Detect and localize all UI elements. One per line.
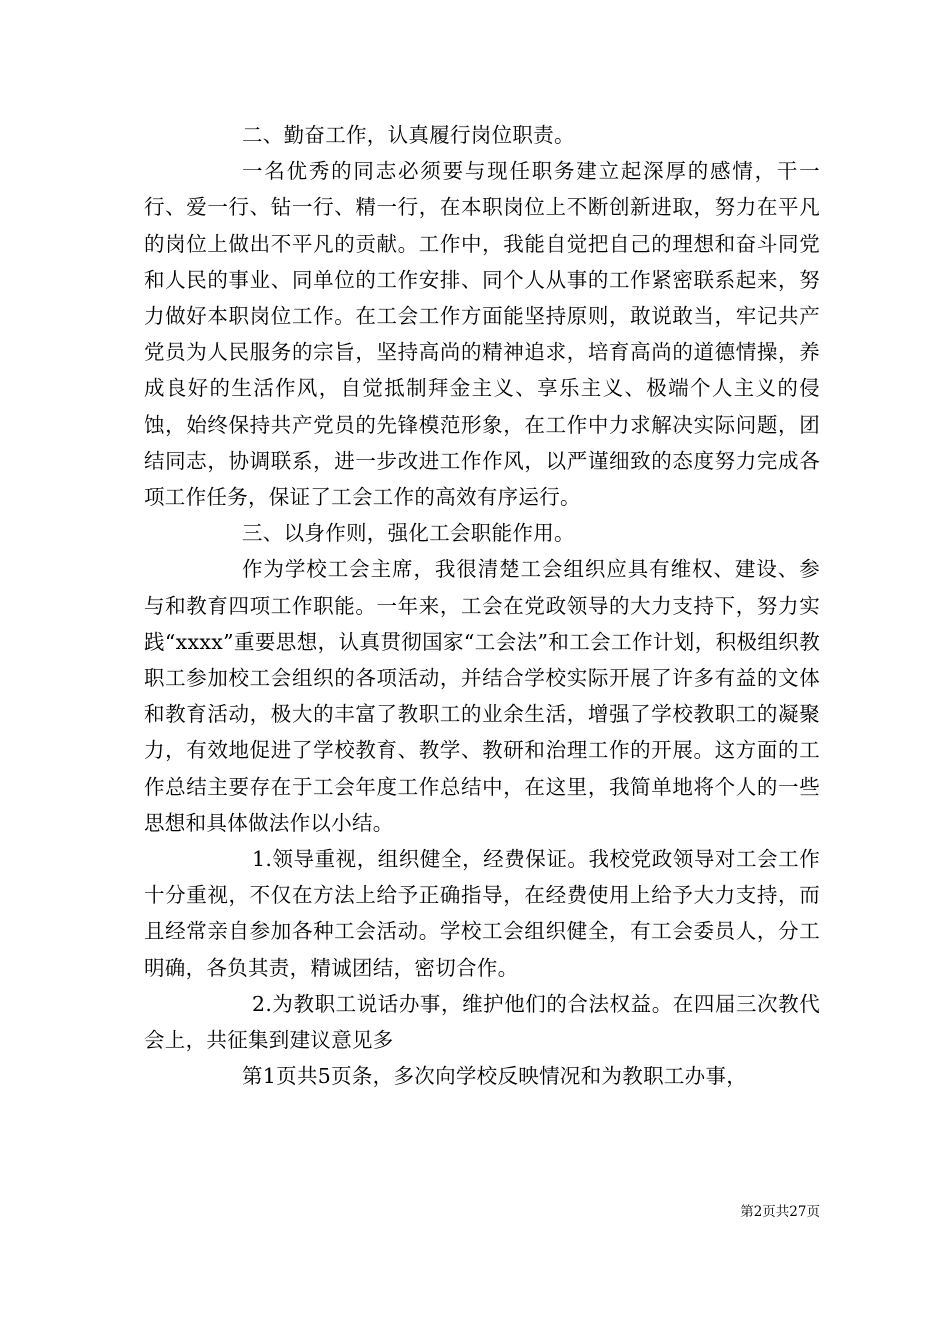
paragraph-union-role: 作为学校工会主席，我很清楚工会组织应具有维权、建设、参与和教育四项工作职能。一年来，工会在党政领导的大力支持下，努力实践“xxxx”重要思想，认真贯彻国家“工会法”和工会工作计划，积极组织教职工参加校工会组织的各项活动，并结合学校实际开展了许多有益的文体和教育活动，极大的丰富了教职工的业余生活，增强了学校教职工的凝聚力，有效地促进了学校教育、教学、教研和治理工作的开展。这方面的工作总结主要存在于工会年度工作总结中，在这里，我简单地将个人的一些思想和具体做法作以小结。 [144, 557, 820, 835]
list-item-1: 1.领导重视，组织健全，经费保证。我校党政领导对工会工作十分重视，不仅在方法上给予正确指导，在经费使用上给予大力支持，而且经常亲自参加各种工会活动。学校工会组织健全，有工会委员人，分工明确，各负其责，精诚团结，密切合作。 [144, 847, 820, 980]
section-heading-3: 三、以身作则，强化工会职能作用。 [242, 521, 575, 546]
list-item-2: 2.为教职工说话办事，维护他们的合法权益。在四届三次教代会上，共征集到建议意见多 [144, 991, 820, 1053]
paragraph-duties: 一名优秀的同志必须要与现任职务建立起深厚的感情，干一行、爱一行、钻一行、精一行，在本职岗位上不断创新进取，努力在平凡的岗位上做出不平凡的贡献。工作中，我能自觉把自己的理想和奋斗同党和人民的事业、同单位的工作安排、同个人从事的工作紧密联系起来，努力做好本职岗位工作。在工会工作方面能坚持原则，敢说敢当，牢记共产党员为人民服务的宗旨，坚持高尚的精神追求，培育高尚的道德情操，养成良好的生活作风，自觉抵制拜金主义、享乐主义、极端个人主义的侵蚀，始终保持共产党员的先锋模范形象，在工作中力求解决实际问题，团结同志，协调联系，进一步改进工作作风，以严谨细致的态度努力完成各项工作任务，保证了工会工作的高效有序运行。 [144, 159, 820, 510]
section-heading-2: 二、勤奋工作，认真履行岗位职责。 [242, 123, 575, 147]
page-number-footer: 第2页共27页 [740, 1204, 820, 1220]
document-body [144, 117, 820, 1094]
paragraph-continuation: 第1页共5页条，多次向学校反映情况和为教职工办事， [242, 1064, 748, 1089]
